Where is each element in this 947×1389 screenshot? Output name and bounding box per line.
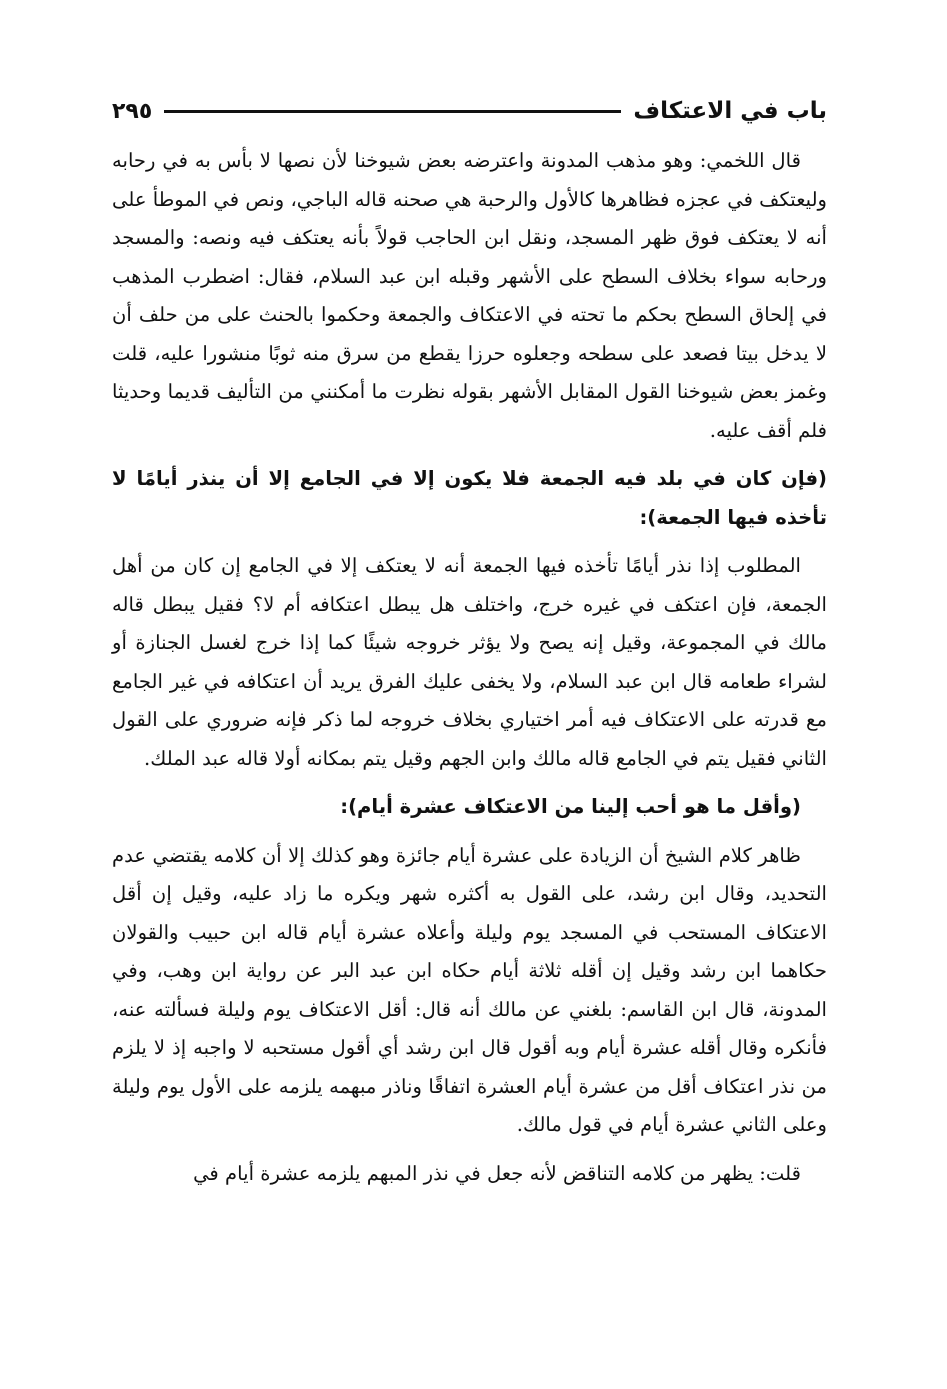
page-header — [112, 88, 827, 134]
paragraph-qultu: قلت: يظهر من كلامه التناقض لأنه جعل في نذر المبهم يلزمه عشرة أيام في — [193, 1161, 801, 1185]
paragraph-zahir: ظاهر كلام الشيخ أن الزيادة على عشرة أيام جائزة وهو كذلك إلا أن كلامه يقتضي عدم التحديد، وقال ابن رشد، على القول به أكثره شهر ويكره ما زاد عليه، وقيل إن أقل الاعتكاف المستحب في المسجد يوم وليلة وأعلاه عشرة أيام قاله ابن حبيب والقولان حكاهما ابن رشد وقيل إن أقله ثلاثة أيام حكاه ابن عبد البر عن رواية ابن وهب، وفي المدونة، قال ابن القاسم: بلغني عن مالك أنه قال: أقل الاعتكاف يوم وليلة فسألته عنه، فأنكره وقال أقله عشرة أيام وبه أقول قال ابن رشد أي أقول مستحبه لا واجبه إذ لا يلزم من نذر اعتكاف أقل من عشرة أيام العشرة اتفاقًا وناذر مبهمه يلزمه على الأول يوم وليلة وعلى الثاني عشرة أيام في قول مالك. — [112, 843, 827, 1136]
heading-ashara-ayyam: (وأقل ما هو أحب إلينا من الاعتكاف عشرة أيام): — [340, 795, 801, 818]
heading-jumuah: (فإن كان في بلد فيه الجمعة فلا يكون إلا في الجامع إلا أن ينذر أيامًا لا تأخذه فيها الجمعة): — [112, 467, 827, 529]
header-rule — [164, 110, 621, 113]
chapter-title: باب في الاعتكاف — [633, 98, 827, 124]
document-page — [112, 88, 827, 1193]
page-body — [112, 142, 827, 1193]
paragraph-matlub: المطلوب إذا نذر أيامًا تأخذه فيها الجمعة أنه لا يعتكف إلا في الجامع إن كان من أهل الجمعة، فإن اعتكف في غيره خرج، واختلف هل يبطل اعتكافه أم لا؟ فقيل يبطل قاله مالك في المجموعة، وقيل إنه يصح ولا يؤثر خروجه شيئًا كما إذا خرج لغسل الجنازة أو لشراء طعامه قال ابن عبد السلام، ولا يخفى عليك الفرق يريد أن اعتكافه في غير الجامع مع قدرته على الاعتكاف فيه أمر اختياري بخلاف خروجه لما ذكر فإنه ضروري على القول الثاني فقيل يتم في الجامع قاله مالك وابن الجهم وقيل يتم بمكانه أولا قاله عبد الملك. — [112, 554, 827, 770]
page-number: ٢٩٥ — [112, 98, 153, 124]
paragraph-lakhmi: قال اللخمي: وهو مذهب المدونة واعترضه بعض شيوخنا لأن نصها لا بأس به في رحابه وليعتكف في عجزه فظاهرها كالأول والرحبة هي صحنه قاله الباجي، ونص في الموطأ على أنه لا يعتكف فوق ظهر المسجد، ونقل ابن الحاجب قولاً بأنه يعتكف فيه ونصه: والمسجد ورحابه سواء بخلاف السطح على الأشهر وقبله ابن عبد السلام، فقال: اضطرب المذهب في إلحاق السطح بحكم ما تحته في الاعتكاف والجمعة وحكموا بالحنث على من حلف أن لا يدخل بيتا فصعد على سطحه وجعلوه حرزا يقطع من سرق منه ثوبًا منشورا عليه، قلت وغمز بعض شيوخنا القول المقابل الأشهر بقوله نظرت ما أمكنني من التأليف قديما وحديثا فلم أقف عليه. — [112, 149, 827, 442]
